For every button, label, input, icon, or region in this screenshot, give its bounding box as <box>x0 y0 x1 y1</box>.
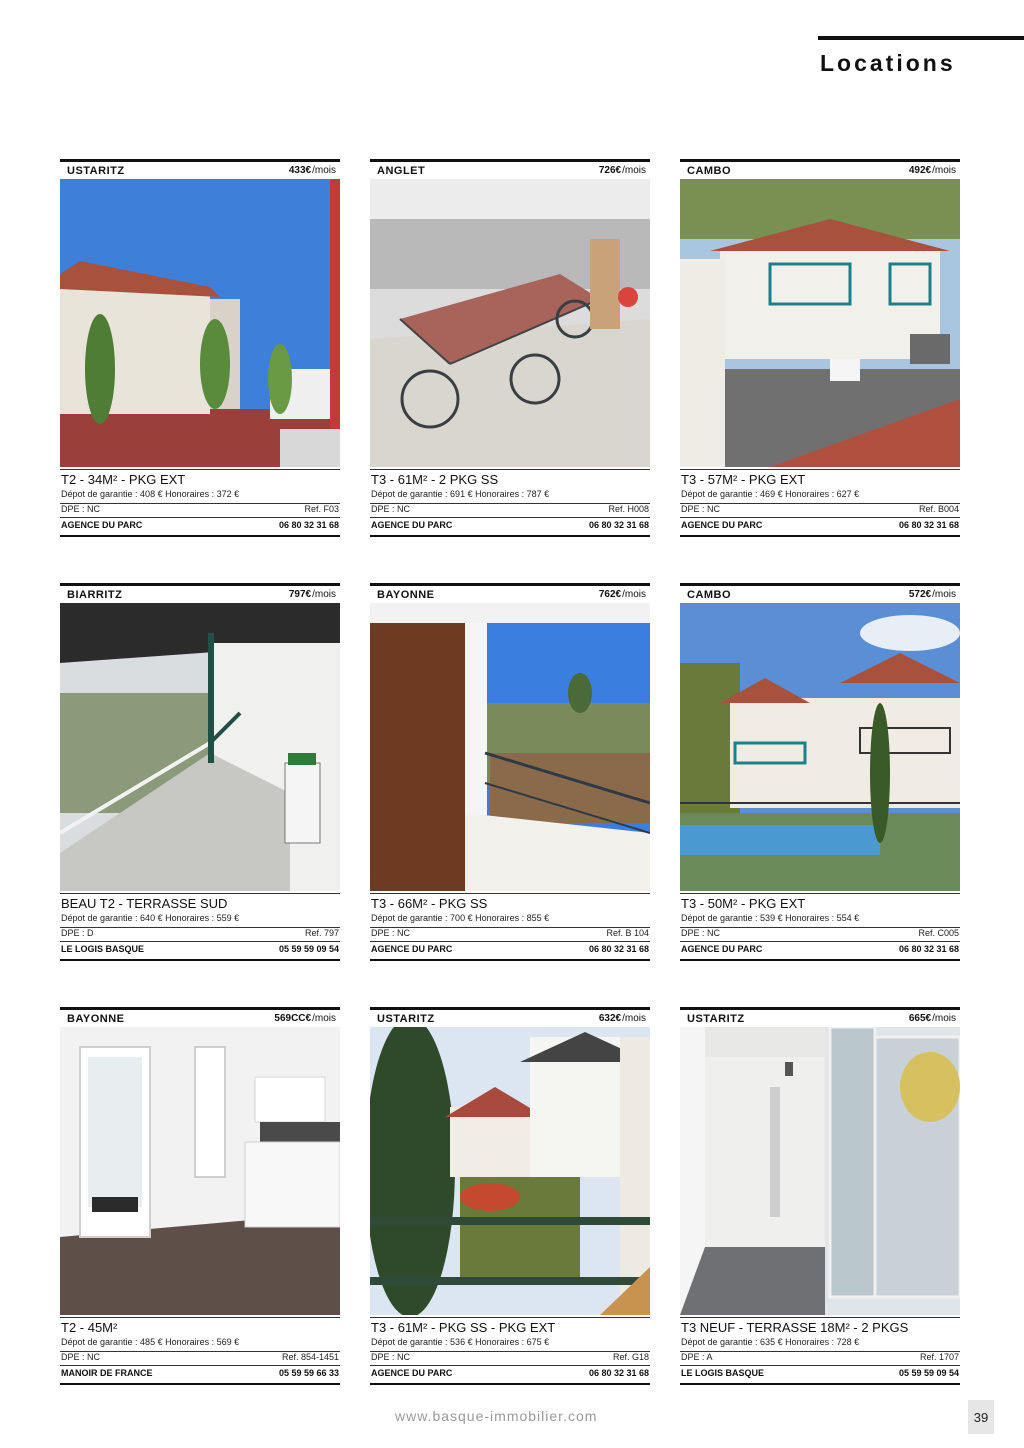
listing-city: CAMBO <box>687 164 732 177</box>
listing-header <box>680 1007 960 1027</box>
listing-header <box>680 159 960 179</box>
header-rule <box>818 36 1024 40</box>
divider <box>60 941 340 942</box>
listing-city: USTARITZ <box>377 1012 435 1025</box>
listing-headline: T2 - 34M² - PKG EXT <box>61 472 186 487</box>
listing-headline: T3 - 57M² - PKG EXT <box>681 472 806 487</box>
listing-city: CAMBO <box>687 588 732 601</box>
listing-card[interactable] <box>370 1007 650 1392</box>
listing-price: 797€/mois <box>288 589 336 600</box>
residence-pool-photo[interactable] <box>680 603 960 891</box>
listing-ref: Ref. H008 <box>608 504 649 514</box>
balcony-sky-photo[interactable] <box>370 603 650 891</box>
listing-agency-row <box>371 944 649 954</box>
listing-dpe: DPE : NC <box>61 1352 101 1362</box>
listing-agency: AGENCE DU PARC <box>681 944 763 954</box>
listing-phone[interactable]: 06 80 32 31 68 <box>588 520 649 530</box>
listing-city: BIARRITZ <box>67 588 123 601</box>
listing-agency-row <box>61 1368 339 1378</box>
listing-price: 726€/mois <box>598 165 646 176</box>
listing-dpe: DPE : NC <box>681 504 721 514</box>
listing-dpe-row <box>681 1352 959 1362</box>
listing-headline: T3 - 66M² - PKG SS <box>371 896 488 911</box>
divider <box>680 535 960 537</box>
listing-dpe: DPE : NC <box>371 928 411 938</box>
divider <box>680 959 960 961</box>
listing-dpe: DPE : NC <box>61 504 101 514</box>
divider <box>60 1383 340 1385</box>
listing-price: 433€/mois <box>288 165 336 176</box>
divider <box>370 959 650 961</box>
listing-card[interactable] <box>680 159 960 544</box>
listing-card[interactable] <box>680 1007 960 1392</box>
listing-agency: AGENCE DU PARC <box>61 520 143 530</box>
terrace-view-photo[interactable] <box>60 603 340 891</box>
listing-agency: AGENCE DU PARC <box>681 520 763 530</box>
listing-city: BAYONNE <box>377 588 435 601</box>
listing-price: 762€/mois <box>598 589 646 600</box>
divider <box>60 959 340 961</box>
listing-deposit: Dépot de garantie : 485 € Honoraires : 569 € <box>61 1337 240 1347</box>
listing-header <box>370 159 650 179</box>
listing-phone[interactable]: 05 59 59 66 33 <box>278 1368 339 1378</box>
listing-price: 632€/mois <box>598 1013 646 1024</box>
divider <box>370 941 650 942</box>
listing-dpe-row <box>371 928 649 938</box>
listing-city: ANGLET <box>377 164 426 177</box>
listing-phone[interactable]: 06 80 32 31 68 <box>588 1368 649 1378</box>
listing-deposit: Dépot de garantie : 640 € Honoraires : 559 € <box>61 913 240 923</box>
listing-ref: Ref. G18 <box>612 1352 649 1362</box>
listing-headline: BEAU T2 - TERRASSE SUD <box>61 896 228 911</box>
balcony-garden-photo[interactable] <box>370 1027 650 1315</box>
listing-price: 492€/mois <box>908 165 956 176</box>
listing-headline: T3 - 50M² - PKG EXT <box>681 896 806 911</box>
section-title: Locations <box>820 50 956 76</box>
listing-deposit: Dépot de garantie : 469 € Honoraires : 627 € <box>681 489 860 499</box>
listing-phone[interactable]: 05 59 59 09 54 <box>898 1368 959 1378</box>
divider <box>370 535 650 537</box>
listing-dpe: DPE : NC <box>681 928 721 938</box>
listing-city: USTARITZ <box>67 164 125 177</box>
listing-agency-row <box>371 520 649 530</box>
divider <box>370 469 650 470</box>
divider <box>60 1365 340 1366</box>
listing-agency: LE LOGIS BASQUE <box>681 1368 765 1378</box>
listing-agency: AGENCE DU PARC <box>371 1368 453 1378</box>
listing-dpe-row <box>61 504 339 514</box>
divider <box>680 1383 960 1385</box>
covered-terrace-photo[interactable] <box>680 1027 960 1315</box>
listing-price: 665€/mois <box>908 1013 956 1024</box>
listing-dpe: DPE : NC <box>371 1352 411 1362</box>
residence-parking-photo[interactable] <box>680 179 960 467</box>
listing-city: USTARITZ <box>687 1012 745 1025</box>
listing-phone[interactable]: 06 80 32 31 68 <box>898 944 959 954</box>
divider <box>680 1365 960 1366</box>
balcony-table-photo[interactable] <box>370 179 650 467</box>
listing-header <box>60 1007 340 1027</box>
listing-city: BAYONNE <box>67 1012 125 1025</box>
footer-website-link[interactable]: www.basque-immobilier.com <box>395 1408 598 1424</box>
listing-dpe-row <box>681 928 959 938</box>
listing-dpe-row <box>371 504 649 514</box>
listing-ref: Ref. F03 <box>304 504 339 514</box>
listing-card[interactable] <box>370 583 650 968</box>
listing-agency-row <box>371 1368 649 1378</box>
divider <box>680 469 960 470</box>
listing-card[interactable] <box>680 583 960 968</box>
apartment-exterior-photo[interactable] <box>60 179 340 467</box>
listing-phone[interactable]: 05 59 59 09 54 <box>278 944 339 954</box>
listing-header <box>370 1007 650 1027</box>
listing-deposit: Dépot de garantie : 700 € Honoraires : 855 € <box>371 913 550 923</box>
listing-ref: Ref. B 104 <box>606 928 649 938</box>
divider <box>370 517 650 518</box>
listing-deposit: Dépot de garantie : 635 € Honoraires : 728 € <box>681 1337 860 1347</box>
listing-ref: Ref. B004 <box>918 504 959 514</box>
listing-agency-row <box>681 520 959 530</box>
listing-ref: Ref. 797 <box>304 928 339 938</box>
listing-card[interactable] <box>60 583 340 968</box>
divider <box>680 941 960 942</box>
page-number: 39 <box>968 1400 994 1434</box>
listing-dpe: DPE : NC <box>371 504 411 514</box>
listing-ref: Ref. C005 <box>918 928 959 938</box>
divider <box>60 893 340 894</box>
listing-header <box>370 583 650 603</box>
listing-ref: Ref. 854-1451 <box>281 1352 339 1362</box>
listing-agency: MANOIR DE FRANCE <box>61 1368 153 1378</box>
listing-agency: AGENCE DU PARC <box>371 944 453 954</box>
listing-deposit: Dépot de garantie : 539 € Honoraires : 554 € <box>681 913 860 923</box>
listing-headline: T3 - 61M² - 2 PKG SS <box>371 472 499 487</box>
listing-card[interactable] <box>60 1007 340 1392</box>
divider <box>60 469 340 470</box>
listing-ref: Ref. 1707 <box>919 1352 959 1362</box>
divider <box>370 893 650 894</box>
listing-agency-row <box>61 520 339 530</box>
divider <box>60 517 340 518</box>
listing-header <box>680 583 960 603</box>
listing-phone[interactable]: 06 80 32 31 68 <box>278 520 339 530</box>
listing-agency-row <box>681 944 959 954</box>
listing-headline: T3 - 61M² - PKG SS - PKG EXT <box>371 1320 556 1335</box>
listing-dpe: DPE : D <box>61 928 94 938</box>
listing-dpe-row <box>61 1352 339 1362</box>
listing-dpe: DPE : A <box>681 1352 713 1362</box>
interior-room-photo[interactable] <box>60 1027 340 1315</box>
listing-headline: T3 NEUF - TERRASSE 18M² - 2 PKGS <box>681 1320 909 1335</box>
listing-deposit: Dépot de garantie : 408 € Honoraires : 372 € <box>61 489 240 499</box>
divider <box>680 893 960 894</box>
divider <box>370 1365 650 1366</box>
listing-deposit: Dépot de garantie : 536 € Honoraires : 675 € <box>371 1337 550 1347</box>
divider <box>370 1317 650 1318</box>
listing-dpe-row <box>371 1352 649 1362</box>
divider <box>60 535 340 537</box>
divider <box>370 1383 650 1385</box>
listing-agency-row <box>61 944 339 954</box>
listing-agency: LE LOGIS BASQUE <box>61 944 145 954</box>
listing-price: 569CC€/mois <box>274 1013 336 1024</box>
divider <box>680 517 960 518</box>
listing-card[interactable] <box>60 159 340 544</box>
listing-dpe-row <box>681 504 959 514</box>
divider <box>60 1317 340 1318</box>
listing-dpe-row <box>61 928 339 938</box>
listing-phone[interactable]: 06 80 32 31 68 <box>898 520 959 530</box>
divider <box>680 1317 960 1318</box>
listing-phone[interactable]: 06 80 32 31 68 <box>588 944 649 954</box>
listing-headline: T2 - 45M² <box>61 1320 118 1335</box>
listing-agency: AGENCE DU PARC <box>371 520 453 530</box>
listing-header <box>60 583 340 603</box>
listing-card[interactable] <box>370 159 650 544</box>
listing-header <box>60 159 340 179</box>
listing-deposit: Dépot de garantie : 691 € Honoraires : 787 € <box>371 489 550 499</box>
listing-agency-row <box>681 1368 959 1378</box>
listing-price: 572€/mois <box>908 589 956 600</box>
